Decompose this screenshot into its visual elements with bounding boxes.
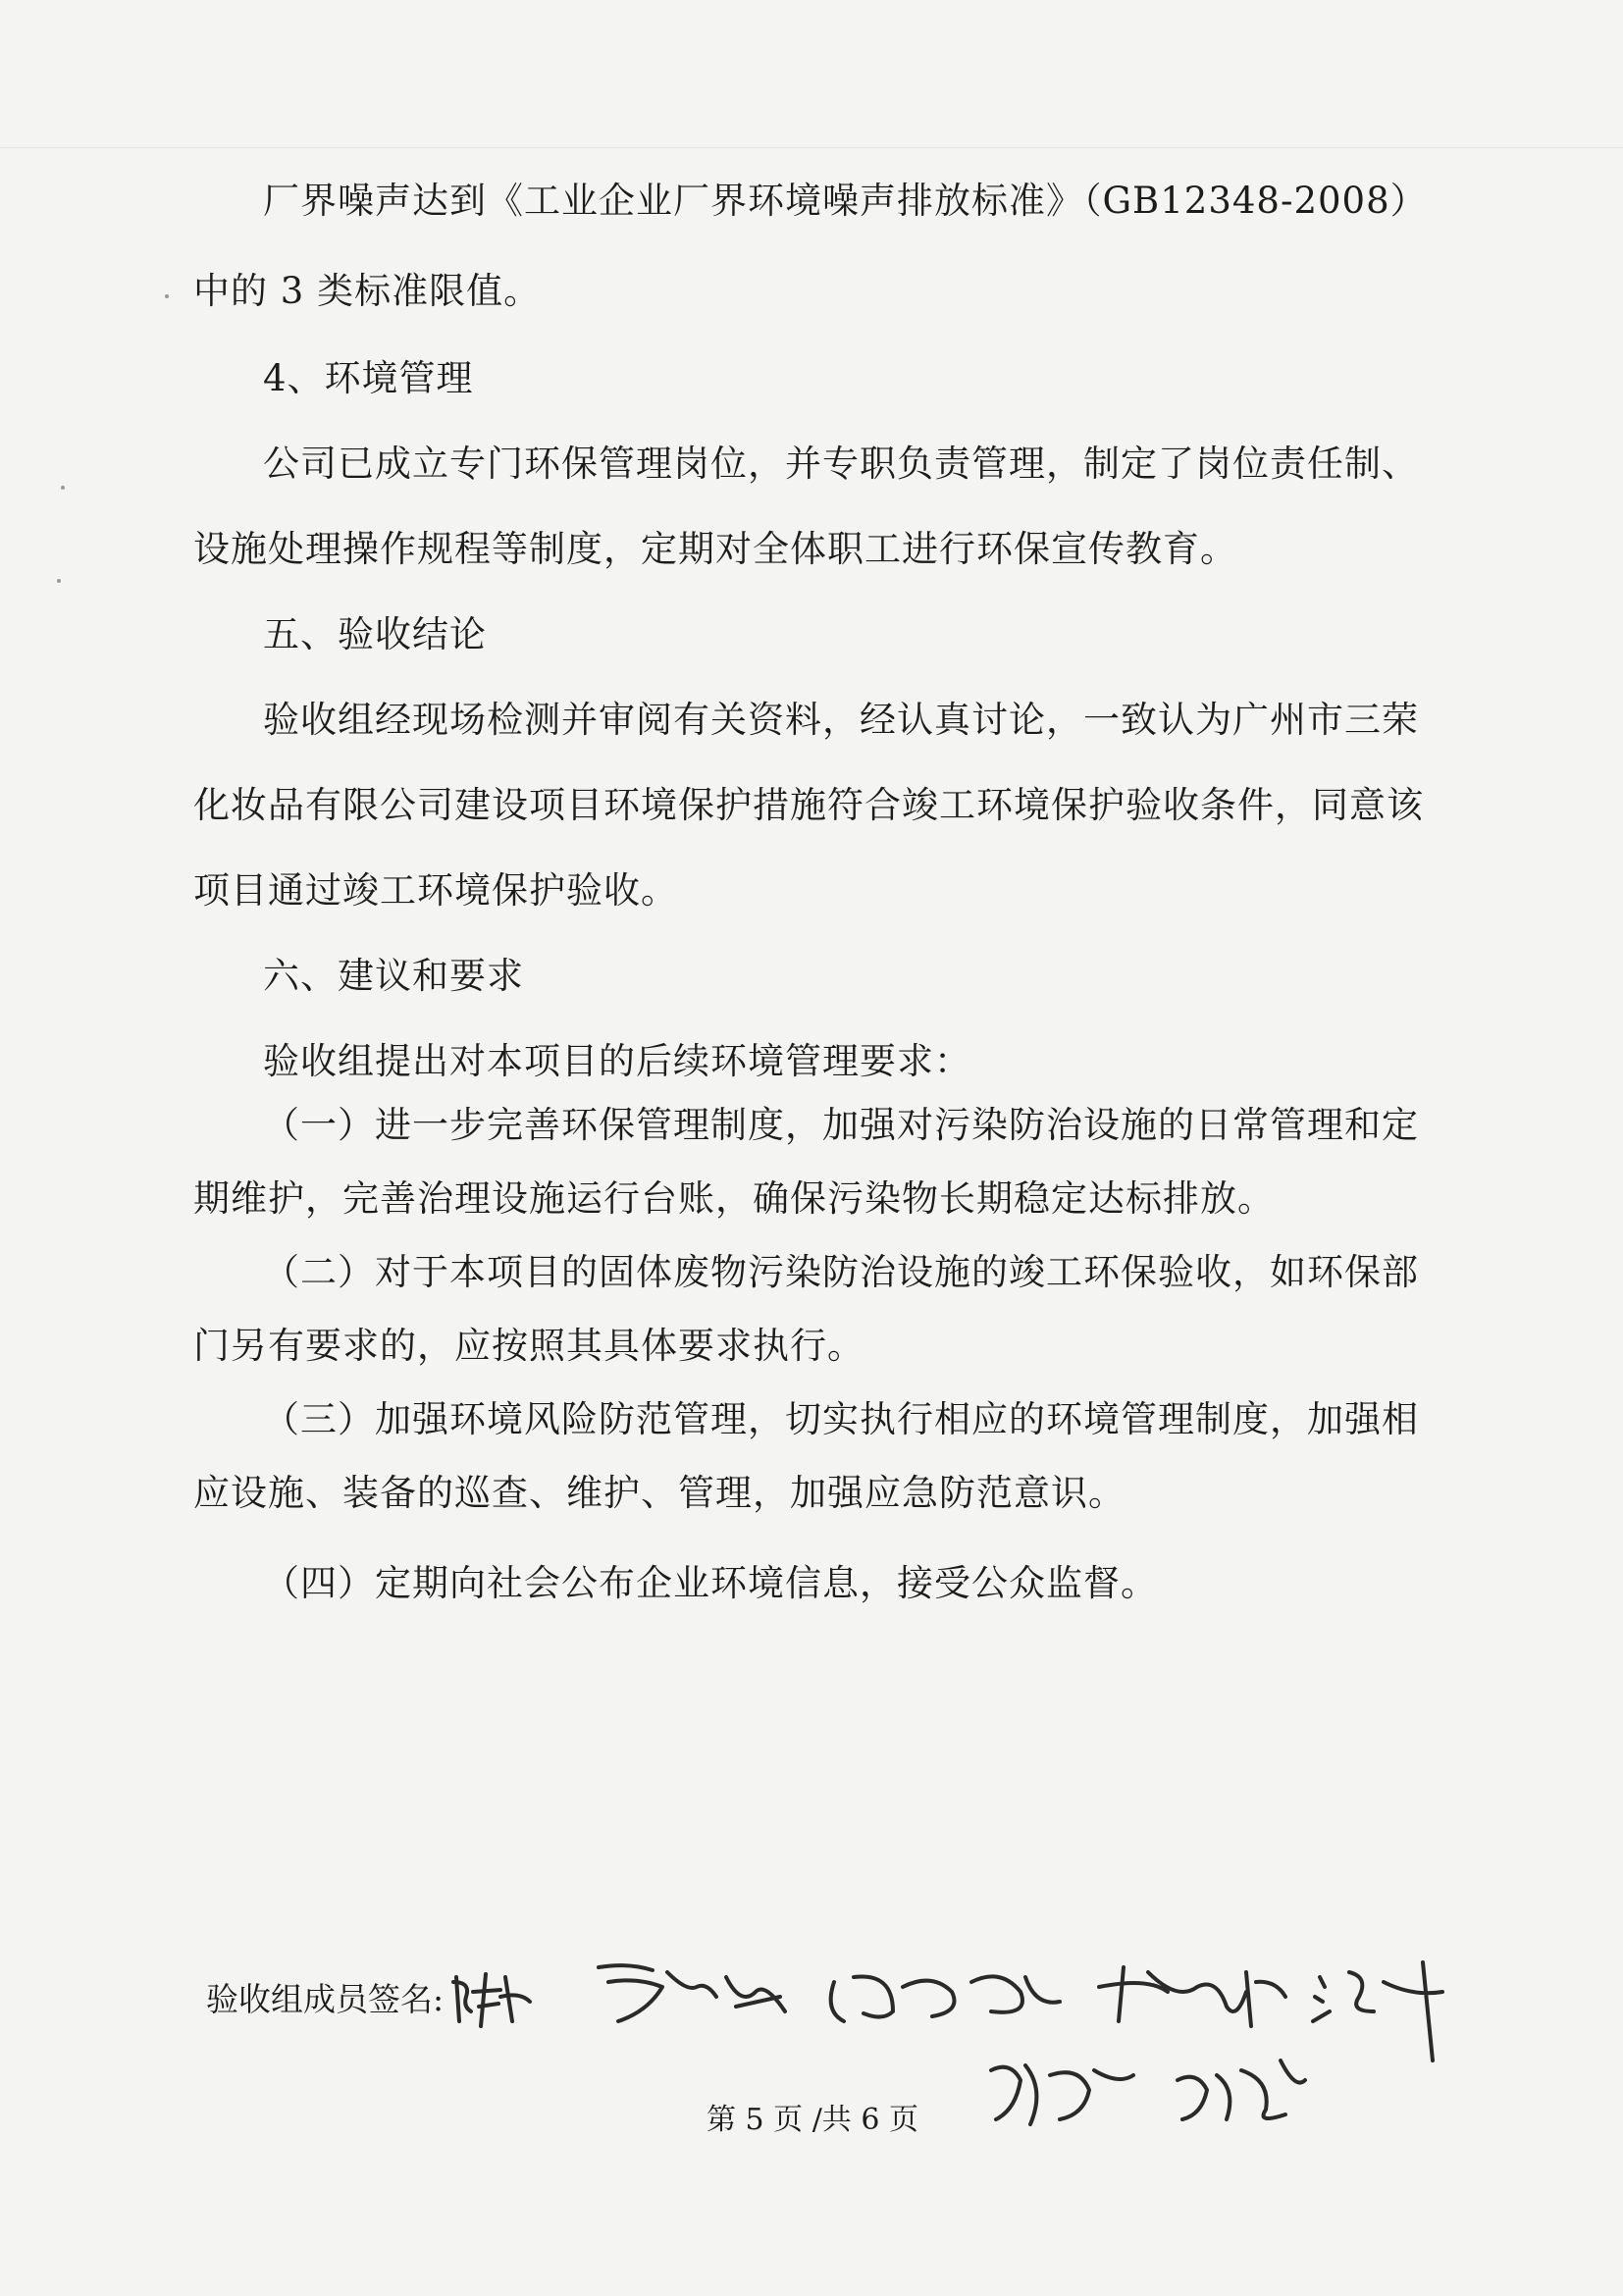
signature-label: 验收组成员签名: xyxy=(206,1980,445,2018)
signature-mark xyxy=(991,2065,1133,2124)
section-heading: 五、验收结论 xyxy=(263,613,487,655)
text-line: 厂界噪声达到《工业企业厂界环境噪声排放标准》（GB12348-2008） xyxy=(263,180,1428,222)
signature-mark xyxy=(831,1976,1060,2021)
page-number: 第 5 页 /共 6 页 xyxy=(707,2103,918,2137)
scan-speck xyxy=(61,486,65,490)
text-line: （三）加强环境风险防范管理，切实执行相应的环境管理制度，加强相 xyxy=(263,1398,1419,1440)
text-line: 化妆品有限公司建设项目环境保护措施符合竣工环境保护验收条件，同意该 xyxy=(193,784,1424,826)
signature-mark xyxy=(453,1974,530,2026)
scan-fold-line xyxy=(0,147,1623,148)
text-line: 门另有要求的，应按照其具体要求执行。 xyxy=(193,1325,864,1367)
signature-mark xyxy=(1313,1962,1442,2061)
text-line: 验收组经现场检测并审阅有关资料，经认真讨论，一致认为广州市三荣 xyxy=(263,699,1419,741)
text-line: 公司已成立专门环保管理岗位，并专职负责管理，制定了岗位责任制、 xyxy=(263,443,1419,485)
text-line: （二）对于本项目的固体废物污染防治设施的竣工环保验收，如环保部 xyxy=(263,1251,1419,1293)
text-line: 应设施、装备的巡查、维护、管理，加强应急防范意识。 xyxy=(193,1472,1126,1514)
text-line: （四）定期向社会公布企业环境信息，接受公众监督。 xyxy=(263,1562,1158,1604)
signature-mark xyxy=(1099,1967,1285,2026)
section-heading: 六、建议和要求 xyxy=(263,955,524,997)
text-line: 设施处理操作规程等制度，定期对全体职工进行环保宣传教育。 xyxy=(193,528,1237,570)
signature-mark xyxy=(1178,2061,1305,2119)
text-line: 中的 3 类标准限值。 xyxy=(193,270,542,312)
text-line: 验收组提出对本项目的后续环境管理要求： xyxy=(263,1040,971,1082)
text-line: 项目通过竣工环境保护验收。 xyxy=(193,869,678,912)
signature-mark xyxy=(599,1965,785,2021)
section-heading: 4、环境管理 xyxy=(263,357,474,399)
scan-speck xyxy=(57,579,61,583)
scan-speck xyxy=(165,294,169,298)
text-line: （一）进一步完善环保管理制度，加强对污染防治设施的日常管理和定 xyxy=(263,1104,1419,1146)
text-line: 期维护，完善治理设施运行台账，确保污染物长期稳定达标排放。 xyxy=(193,1177,1275,1220)
